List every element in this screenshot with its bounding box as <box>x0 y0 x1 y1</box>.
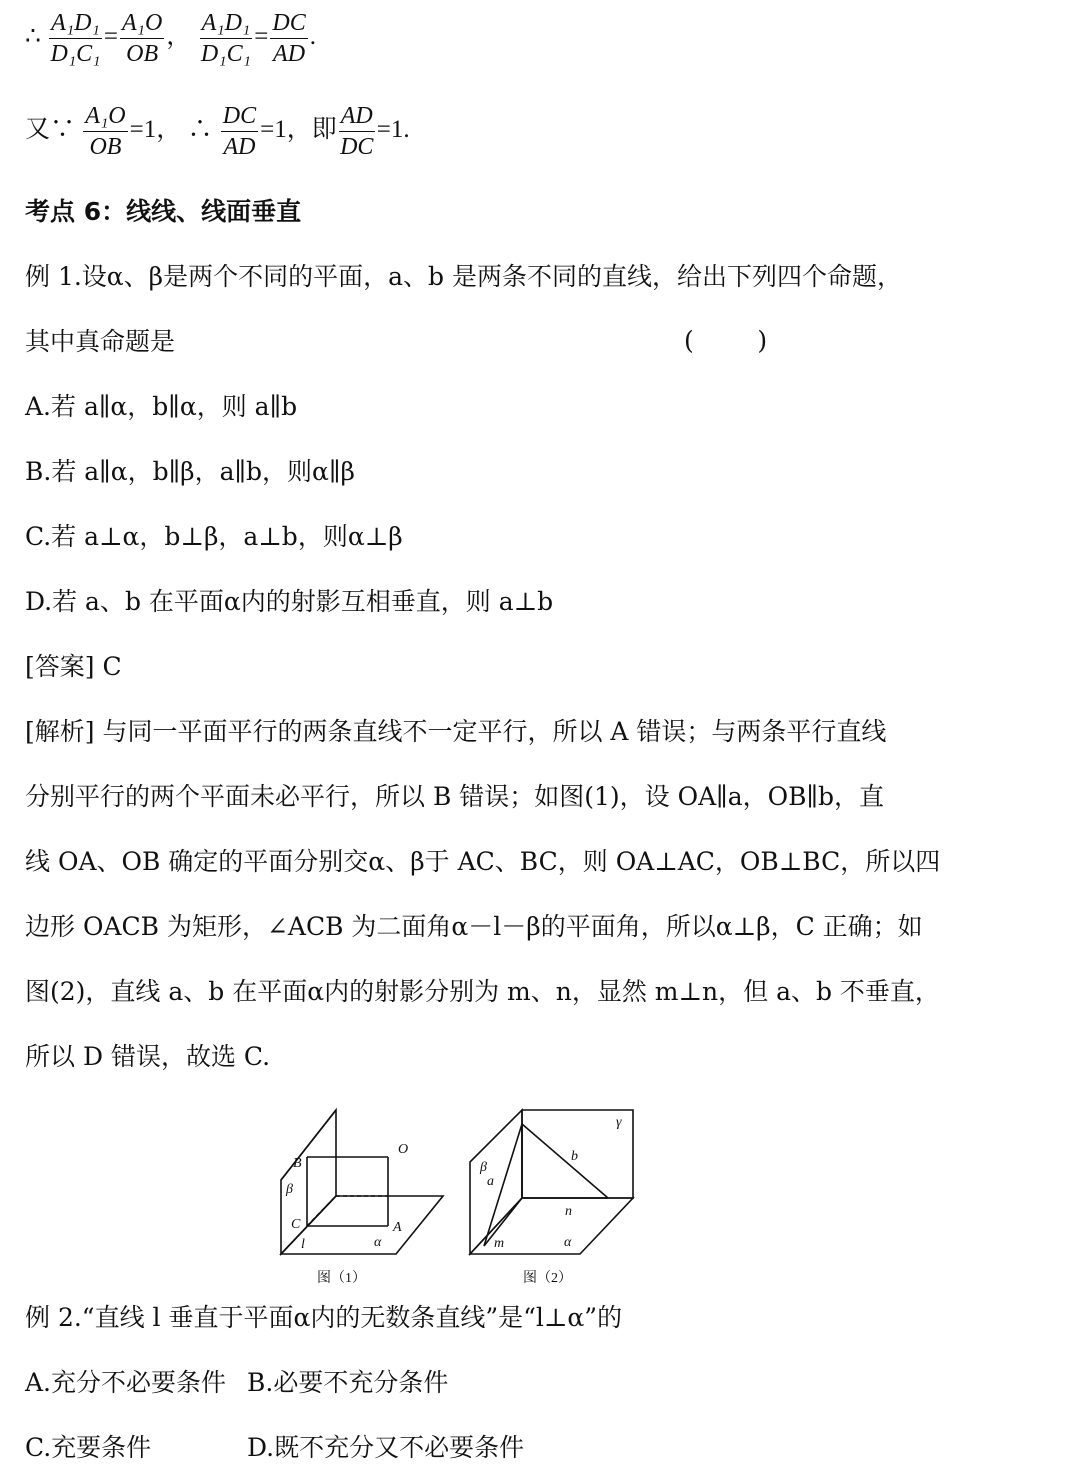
equals-sign: = <box>103 23 118 51</box>
label-gamma: γ <box>616 1115 622 1130</box>
label-a: a <box>487 1174 494 1189</box>
ji-word: 即 <box>311 116 337 144</box>
label-alpha: α <box>374 1235 382 1250</box>
example2-option-d: D.既不充分又不必要条件 <box>247 1433 525 1462</box>
analysis-line: 线 OA、OB 确定的平面分别交α、β于 AC、BC，则 OA⊥AC，OB⊥BC，所以四 <box>25 847 941 876</box>
analysis-line: 分别平行的两个平面未必平行，所以 B 错误；如图(1)，设 OA∥a，OB∥b，直 <box>25 782 885 811</box>
label-alpha: α <box>564 1235 572 1250</box>
analysis-line: 所以 D 错误，故选 C. <box>25 1042 271 1071</box>
fraction-numerator: A₁O <box>83 101 127 132</box>
fraction-denominator: DC <box>340 134 374 160</box>
because-symbol: ∵ <box>50 116 76 144</box>
example2-option-a: A.充分不必要条件 <box>25 1368 227 1397</box>
figure2-caption: 图（2） <box>523 1271 572 1286</box>
you-word: 又 <box>25 116 51 144</box>
equals-one: =1 <box>376 116 404 144</box>
equals-one: =1 <box>129 116 157 144</box>
fraction-denominator: D₁C₁ <box>50 41 101 67</box>
label-o: O <box>398 1142 409 1157</box>
figure1-beta-top-edge <box>281 1110 336 1180</box>
example2-option-c: C.充要条件 <box>25 1433 152 1462</box>
comma: ， <box>166 23 192 51</box>
label-c: C <box>291 1217 301 1232</box>
period: . <box>309 23 316 51</box>
label-a: A <box>393 1220 402 1235</box>
fraction-denominator: OB <box>89 134 122 160</box>
comma: ， <box>286 116 312 144</box>
fraction-denominator: D₁C₁ <box>200 41 251 67</box>
therefore-symbol: ∴ <box>25 23 41 51</box>
fraction-numerator: DC <box>221 101 258 132</box>
equals-sign: = <box>254 23 269 51</box>
section-title: 考点 6：线线、线面垂直 <box>25 197 302 226</box>
example1-option-c: C.若 a⊥α，b⊥β，a⊥b，则α⊥β <box>25 522 403 551</box>
fraction-numerator: DC <box>270 8 307 39</box>
fraction-denominator: AD <box>273 41 306 67</box>
equals-one: =1 <box>260 116 287 144</box>
analysis-line: [解析] 与同一平面平行的两条直线不一定平行，所以 A 错误；与两条平行直线 <box>25 717 887 746</box>
answer-parentheses: ( ) <box>684 326 768 355</box>
fraction-numerator: A₁O <box>120 8 164 39</box>
example1-option-a: A.若 a∥α，b∥α，则 a∥b <box>25 392 298 421</box>
fraction-numerator: A₁D₁ <box>200 8 253 39</box>
label-b: B <box>293 1156 302 1171</box>
example1-stem-line1: 例 1.设α、β是两个不同的平面，a、b 是两条不同的直线，给出下列四个命题， <box>25 262 902 291</box>
figure2-line-b <box>522 1124 608 1198</box>
therefore-symbol: ∴ <box>187 116 213 144</box>
figure2-plane-beta <box>470 1110 522 1254</box>
label-beta: β <box>286 1182 293 1197</box>
label-m: m <box>494 1236 505 1251</box>
analysis-line: 图(2)，直线 a、b 在平面α内的射影分别为 m、n，显然 m⊥n，但 a、b 不垂直， <box>25 977 940 1006</box>
period: . <box>403 116 410 144</box>
example2-stem: 例 2.“直线 l 垂直于平面α内的无数条直线”是“l⊥α”的 <box>25 1303 623 1332</box>
fraction-denominator: OB <box>126 41 159 67</box>
example2-option-b: B.必要不充分条件 <box>247 1368 449 1397</box>
label-n: n <box>565 1204 572 1219</box>
label-l: l <box>301 1237 305 1252</box>
fraction-numerator: A₁D₁ <box>49 8 102 39</box>
example1-option-b: B.若 a∥α，b∥β，a∥b，则α∥β <box>25 457 355 486</box>
comma: ， <box>156 116 182 144</box>
fraction-numerator: AD <box>339 101 375 132</box>
figure1-plane-alpha <box>281 1196 443 1254</box>
example1-answer: [答案] C <box>25 652 122 681</box>
fraction-denominator: AD <box>223 134 256 160</box>
label-b: b <box>571 1149 578 1164</box>
example1-option-d: D.若 a、b 在平面α内的射影互相垂直，则 a⊥b <box>25 587 554 616</box>
analysis-line: 边形 OACB 为矩形，∠ACB 为二面角α－l－β的平面角，所以α⊥β，C 正确；如 <box>25 912 923 941</box>
example1-stem-line2: 其中真命题是 <box>25 327 176 356</box>
figure1-caption: 图（1） <box>317 1271 366 1286</box>
label-beta: β <box>480 1160 487 1175</box>
